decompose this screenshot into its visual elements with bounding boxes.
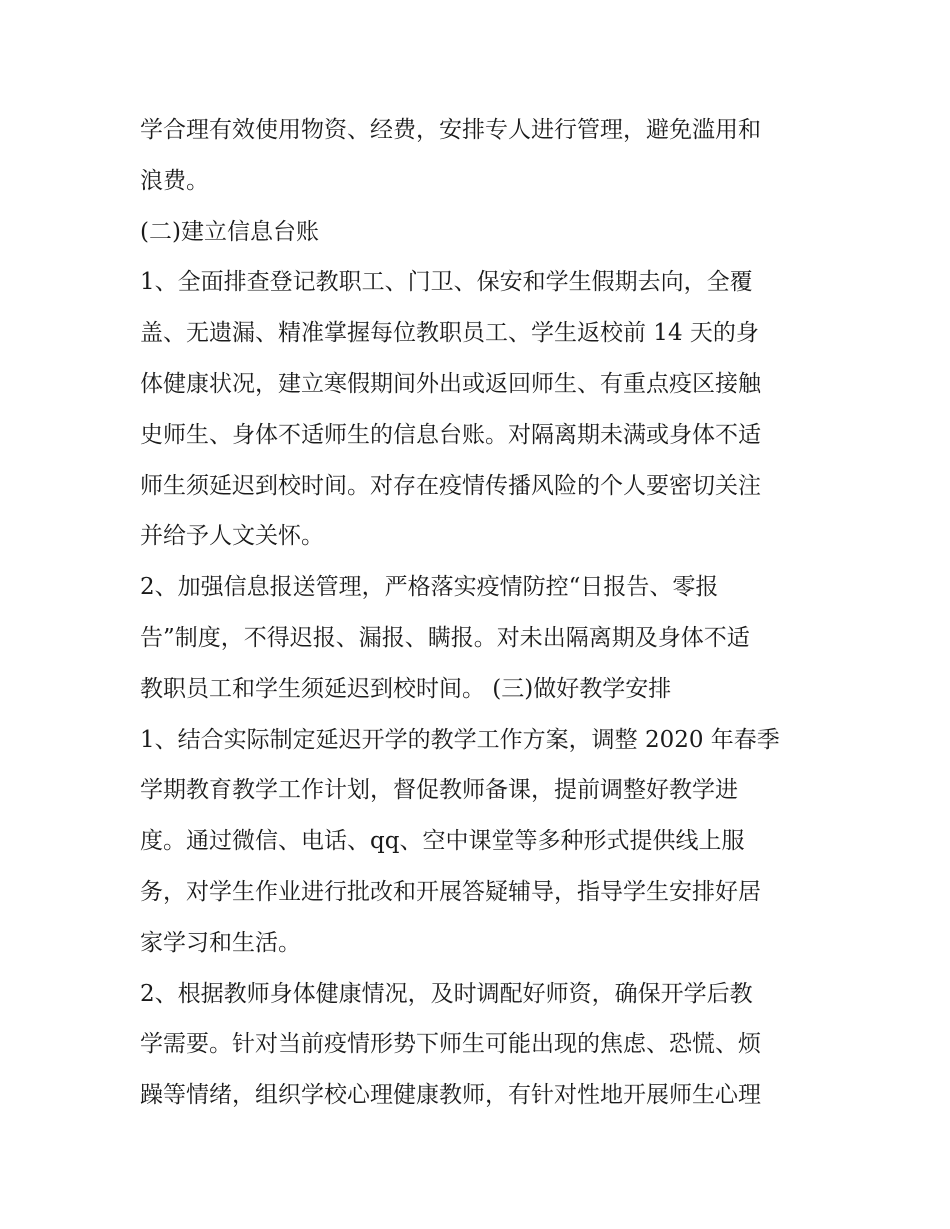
text-line: 2、根据教师身体健康情况，及时调配好师资，确保开学后教 [140,980,753,1007]
text-line: 家学习和生活。 [140,929,301,956]
text-line: 务，对学生作业进行批改和开展答疑辅导，指导学生安排好居 [140,878,761,905]
text-line: 盖、无遗漏、精准掌握每位教职员工、学生返校前 14 天的身 [140,320,759,347]
text-line: 师生须延迟到校时间。对存在疫情传播风险的个人要密切关注 [140,472,761,499]
text-line: 体健康状况，建立寒假期间外出或返回师生、有重点疫区接触 [140,370,761,397]
text-line: 度。通过微信、电话、qq、空中课堂等多种形式提供线上服 [140,828,745,855]
text-line: 1、结合实际制定延迟开学的教学工作方案，调整 2020 年春季 [140,726,780,753]
text-line: 并给予人文关怀。 [140,523,324,550]
section-heading: (二)建立信息台账 [140,218,319,245]
text-line: 学需要。针对当前疫情形势下师生可能出现的焦虑、恐慌、烦 [140,1031,761,1058]
text-line: 2、加强信息报送管理，严格落实疫情防控“日报告、零报 [140,574,719,601]
text-line: 学期教育教学工作计划，督促教师备课，提前调整好教学进 [140,777,738,804]
text-line: 1、全面排查登记教职工、门卫、保安和学生假期去向，全覆 [140,269,753,296]
text-line: 躁等情绪，组织学校心理健康教师，有针对性地开展师生心理 [140,1082,761,1109]
text-line: 学合理有效使用物资、经费，安排专人进行管理，避免滥用和 [140,117,761,143]
text-line: 告”制度，不得迟报、漏报、瞒报。对未出隔离期及身体不适 [140,624,750,651]
text-line: 史师生、身体不适师生的信息台账。对隔离期未满或身体不适 [140,421,761,448]
text-line: 教职员工和学生须延迟到校时间。 (三)做好教学安排 [140,675,672,702]
text-line: 浪费。 [140,167,209,194]
document-body [140,105,815,1121]
